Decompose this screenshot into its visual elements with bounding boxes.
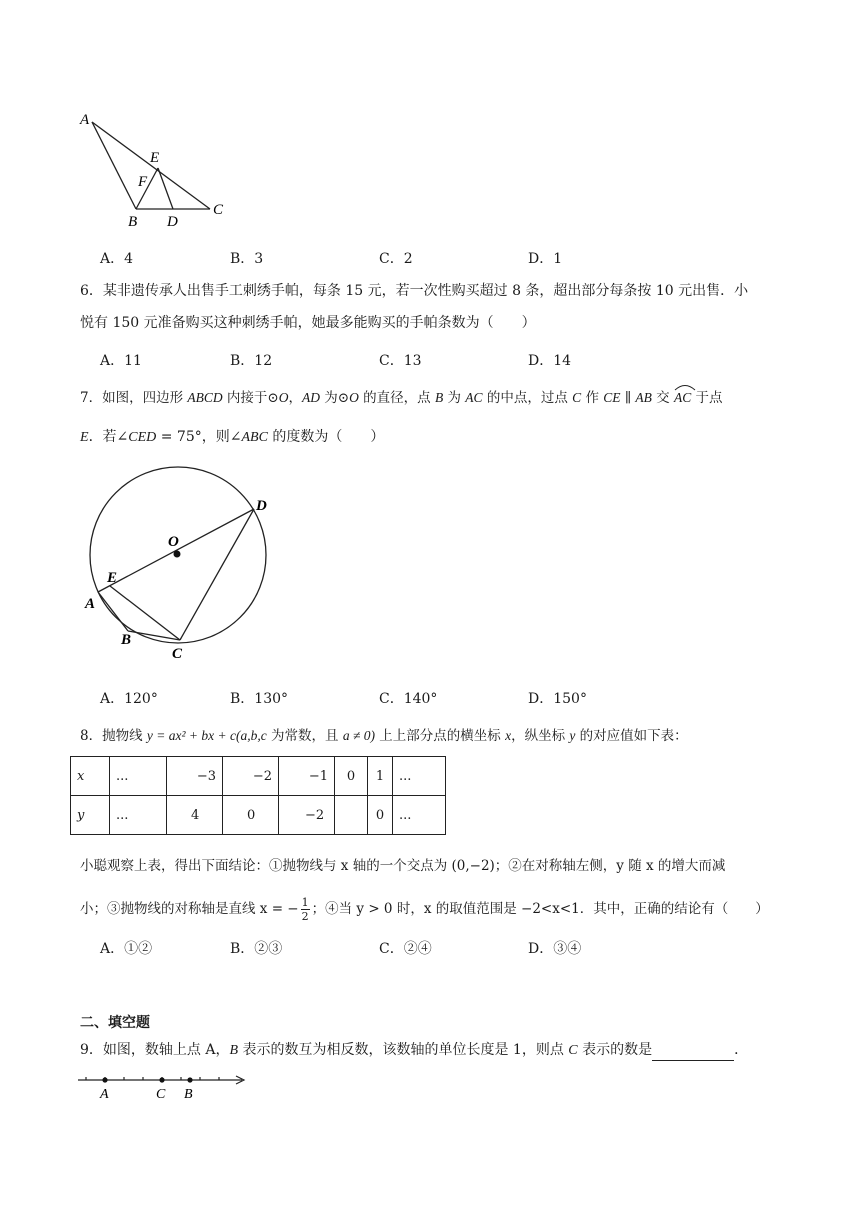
q5-option-d[interactable]: D．1 (528, 251, 563, 267)
q9-number-line (76, 1068, 256, 1102)
table-cell: ... (110, 757, 167, 796)
table-cell: x (71, 757, 110, 796)
q9-answer-blank[interactable] (652, 1046, 734, 1061)
q9-label-C: C (156, 1087, 166, 1102)
q5-option-b[interactable]: B．3 (230, 251, 264, 267)
table-row (71, 757, 446, 796)
q8-text-line3: 小；③抛物线的对称轴是直线 x = − $\frac{1}{2}$ ；④当 y > 0 时，x 的取值范围是 −2<x<1．其中，正确的结论有（ ） (80, 896, 769, 923)
q9-label-B: B (184, 1087, 193, 1102)
table-cell: −1 (279, 757, 335, 796)
q7-text-line1: 7．如图，四边形 ABCD 内接于⊙O，AD 为⊙O 的直径，点 B 为 AC 的中点，过点 C 作 CE ∥ AB 交 AC 于点 (80, 388, 723, 408)
q7-circle-figure (80, 466, 280, 666)
q7-center-point (174, 551, 181, 558)
q7-arc-ac: AC (674, 388, 691, 408)
q5-option-c[interactable]: C．2 (379, 251, 413, 267)
table-cell: 0 (368, 796, 393, 835)
q8-value-table (70, 756, 446, 835)
table-cell: 0 (335, 757, 368, 796)
q8-option-a[interactable]: A．①② (100, 941, 153, 957)
q7-label-A: A (85, 596, 96, 612)
q5-label-E: E (150, 150, 160, 166)
table-cell: 0 (223, 796, 279, 835)
q8-fraction: $\frac{1}{2}$ (301, 896, 309, 923)
q7-option-d[interactable]: D．150° (528, 691, 587, 707)
q6-text-line2: 悦有 150 元准备购买这种刺绣手帕，她最多能购买的手帕条数为（ ） (80, 315, 536, 331)
table-row (71, 796, 446, 835)
q8-text-line1: 8．抛物线 y = ax² + bx + c(a,b,c 为常数，且 a ≠ 0) 上上部分点的横坐标 x，纵坐标 y 的对应值如下表： (80, 728, 688, 744)
q7-option-a[interactable]: A．120° (100, 691, 158, 707)
q9-text: 9．如图，数轴上点 A，B 表示的数互为相反数，该数轴的单位长度是 1，则点 C 表示的数是 ． (80, 1040, 748, 1061)
q7-label-C: C (172, 646, 183, 662)
q7-label-D: D (256, 498, 267, 514)
q7-option-b[interactable]: B．130° (230, 691, 289, 707)
table-cell: ... (393, 757, 446, 796)
table-cell (335, 796, 368, 835)
table-cell: −2 (279, 796, 335, 835)
q8-text-line2: 小聪观察上表，得出下面结论：①抛物线与 x 轴的一个交点为 (0,−2)；②在对称轴左侧，y 随 x 的增大而减 (80, 858, 726, 874)
q8-option-c[interactable]: C．②④ (379, 941, 432, 957)
q7-option-c[interactable]: C．140° (379, 691, 438, 707)
table-cell: −3 (167, 757, 223, 796)
q5-option-a[interactable]: A．4 (100, 251, 134, 267)
q5-label-C: C (213, 202, 224, 218)
q9-point-C (159, 1077, 164, 1082)
table-cell: ... (393, 796, 446, 835)
q5-label-F: F (138, 174, 148, 190)
q7-text-line2: E．若∠CED = 75°，则∠ABC 的度数为（ ） (80, 429, 385, 445)
table-cell: y (71, 796, 110, 835)
table-cell: 1 (368, 757, 393, 796)
table-cell: ... (110, 796, 167, 835)
section-title: 二、填空题 (80, 1015, 150, 1031)
q9-label-A: A (100, 1087, 109, 1102)
q6-option-b[interactable]: B．12 (230, 353, 273, 369)
q7-label-O: O (168, 534, 179, 550)
q6-option-a[interactable]: A．11 (100, 353, 142, 369)
q5-label-D: D (167, 214, 178, 230)
q8-option-b[interactable]: B．②③ (230, 941, 283, 957)
q6-option-c[interactable]: C．13 (379, 353, 422, 369)
q6-option-d[interactable]: D．14 (528, 353, 572, 369)
q5-label-B: B (128, 214, 138, 230)
q9-point-B (187, 1077, 192, 1082)
q7-label-E: E (107, 570, 118, 586)
q9-point-A (102, 1077, 107, 1082)
table-cell: −2 (223, 757, 279, 796)
q5-label-A: A (80, 112, 90, 128)
q8-option-d[interactable]: D．③④ (528, 941, 582, 957)
q6-text-line1: 6．某非遗传承人出售手工刺绣手帕，每条 15 元，若一次性购买超过 8 条，超出部分每条按 10 元出售．小 (80, 283, 749, 299)
table-cell: 4 (167, 796, 223, 835)
q7-label-B: B (121, 632, 132, 648)
q5-triangle-figure (70, 106, 240, 231)
